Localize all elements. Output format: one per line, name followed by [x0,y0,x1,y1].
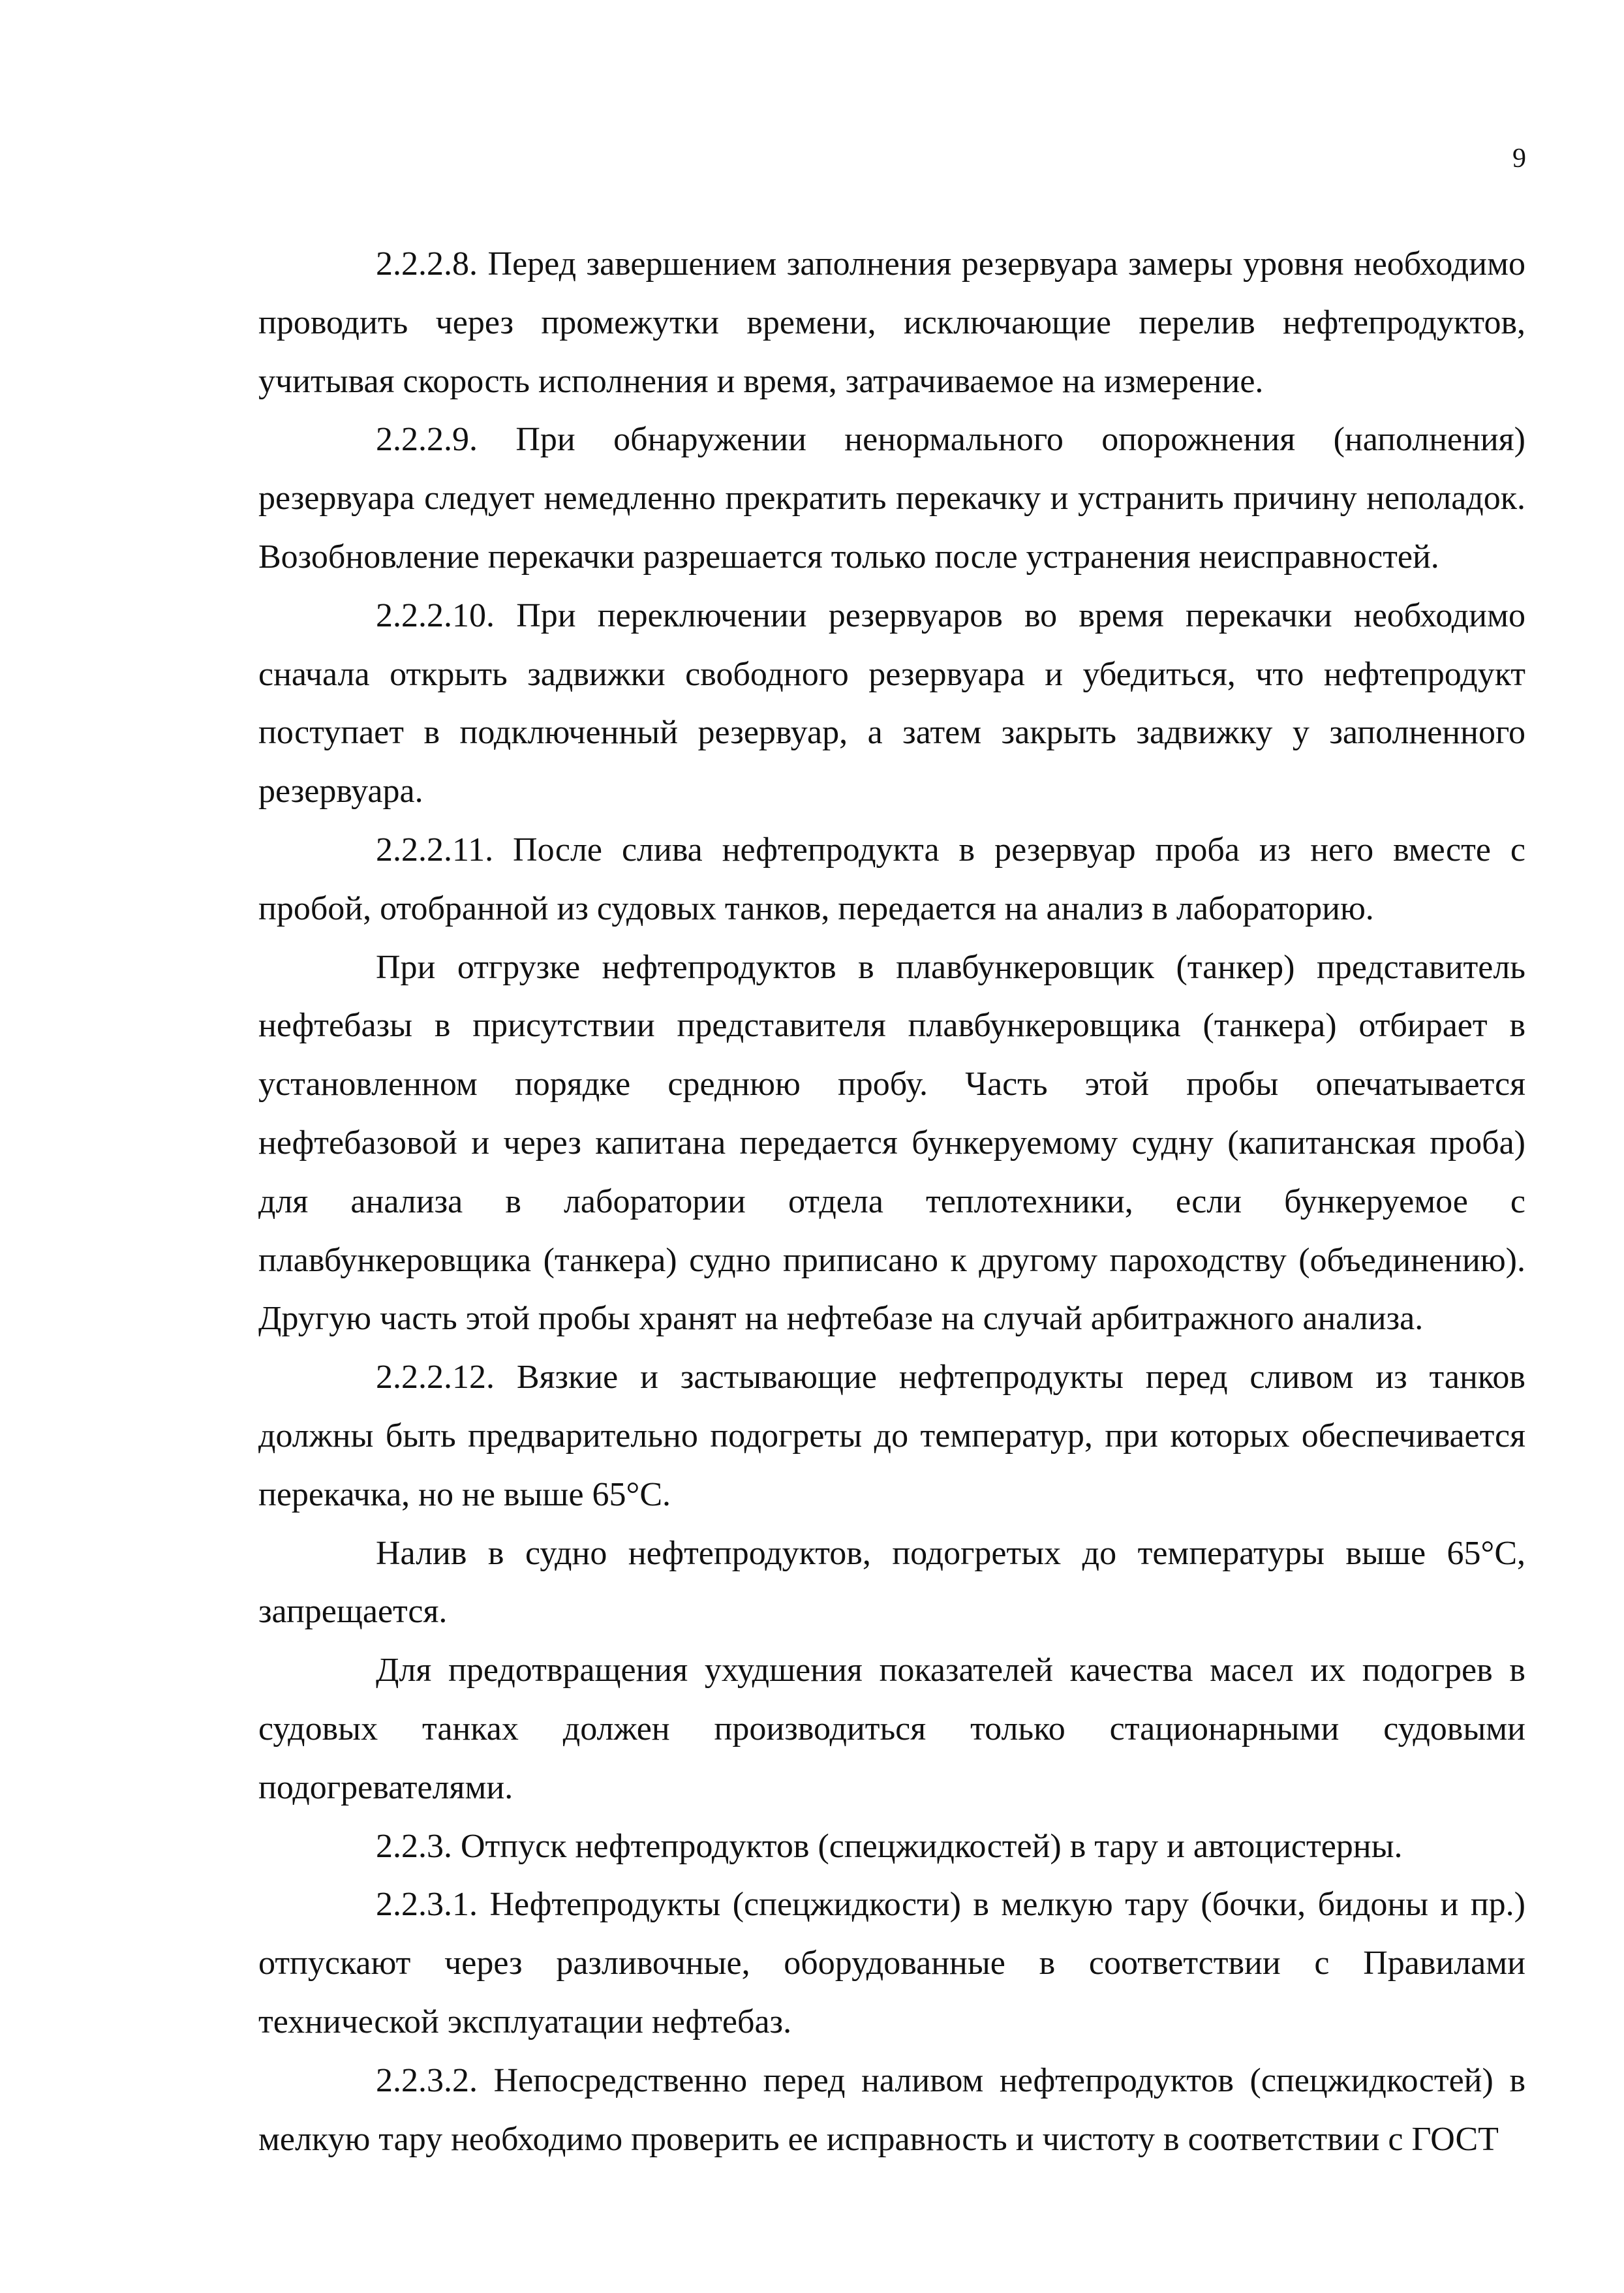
paragraph-2-2-3: 2.2.3. Отпуск нефтепродуктов (спецжидкостей) в тару и автоцистерны. [376,1827,1403,1865]
paragraph-2-2-2-11: 2.2.2.11. После слива нефтепродукта в резервуар проба из него вместе с пробой, отобранной из судовых танков, передается на анализ в лабораторию. [258,831,1525,927]
paragraph-2-2-2-12: 2.2.2.12. Вязкие и застывающие нефтепродукты перед сливом из танков должны быть предварительно подогреты до температур, при которых обеспечивается перекачка, но не выше 65°С. [258,1359,1525,1513]
paragraph-oil-heating: Для предотвращения ухудшения показателей качества масел их подогрев в судовых танках должен производиться только стационарными судовыми подогревателями. [258,1652,1525,1806]
paragraph-2-2-3-1: 2.2.3.1. Нефтепродукты (спецжидкости) в мелкую тару (бочки, бидоны и пр.) отпускают через разливочные, оборудованные в соответствии с Правилами технической эксплуатации нефтебаз. [258,1886,1525,2040]
paragraph-tanker-loading: При отгрузке нефтепродуктов в плавбункеровщик (танкер) представитель нефтебазы в присутствии представителя плавбункеровщика (танкера) отбирает в установленном порядке среднюю пробу. Часть этой пробы опечатывается нефтебазовой и через капитана передается бункеруемому судну (капитанская проба) для анализа в лаборатории отдела теплотехники, если бункеруемое с плавбункеровщика (танкера) судно приписано к другому пароходству (объединению). Другую часть этой пробы хранят на нефтебазе на случай арбитражного анализа. [258,948,1525,1338]
paragraph-2-2-2-8: 2.2.2.8. Перед завершением заполнения резервуара замеры уровня необходимо проводить через промежутки времени, исключающие перелив нефтепродуктов, учитывая скорость исполнения и время, затрачиваемое на измерение. [258,245,1525,400]
page-number: 9 [1512,144,1526,174]
document-body [258,235,1525,2168]
paragraph-loading-prohibited: Налив в судно нефтепродуктов, подогретых до температуры выше 65°С, запрещается. [258,1534,1525,1631]
paragraph-2-2-3-2: 2.2.3.2. Непосредственно перед наливом нефтепродуктов (спецжидкостей) в мелкую тару необходимо проверить ее исправность и чистоту в соответствии с ГОСТ [258,2061,1525,2158]
paragraph-2-2-2-9: 2.2.2.9. При обнаружении ненормального опорожнения (наполнения) резервуара следует немедленно прекратить перекачку и устранить причину неполадок. Возобновление перекачки разрешается только после устранения неисправностей. [258,421,1525,576]
paragraph-2-2-2-10: 2.2.2.10. При переключении резервуаров во время перекачки необходимо сначала открыть задвижки свободного резервуара и убедиться, что нефтепродукт поступает в подключенный резервуар, а затем закрыть задвижку у заполненного резервуара. [258,596,1525,810]
